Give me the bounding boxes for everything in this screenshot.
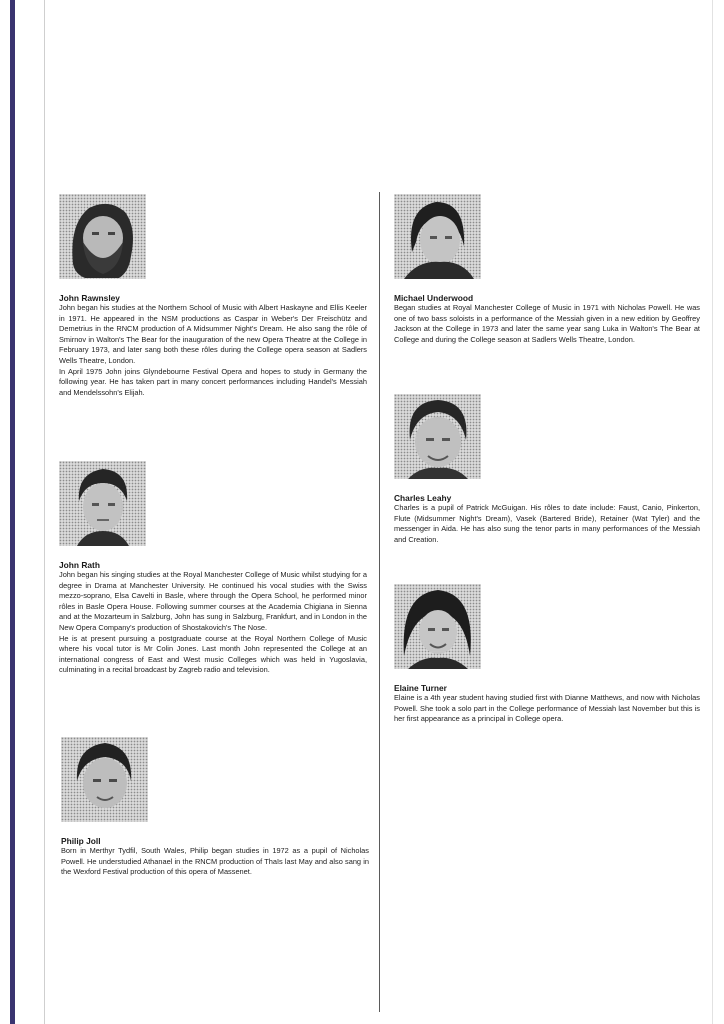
- page-edge: [712, 0, 713, 1024]
- bio-john-rath: [59, 461, 367, 676]
- bio-john-rawnsley: [59, 194, 367, 398]
- portrait-photo: [59, 461, 146, 546]
- performer-name: Michael Underwood: [394, 293, 474, 303]
- biography-text: Born in Merthyr Tydfil, South Wales, Philip began studies in 1972 as a pupil of Nicholas Powell. He understudied Athanael in the RNCM production of Thaïs last May and also sang in the Wexford Festival production of this opera of Massenet.: [61, 846, 369, 877]
- biography-text: Charles is a pupil of Patrick McGuigan. His rôles to date include: Faust, Canio, Pinkerton, Flute (Midsummer Night's Dream), Vasek (Bartered Bride), Retainer (Wat Tyler) and the messenger in Aida. He has also sung the tenor parts in many performances of the Messiah and Creation.: [394, 503, 700, 544]
- biography-text: Began studies at Royal Manchester College of Music in 1971 with Nicholas Powell. He was one of two bass soloists in a performance of the Messiah given in a new edition by Geoffrey Jackson at the College in 1973 and later the same year sang Luka in Walton's The Bear at College and during the College season at Sadlers Wells Theatre, London.: [394, 303, 700, 344]
- portrait-photo: [59, 194, 146, 279]
- portrait-photo: [394, 194, 481, 279]
- performer-name: John Rawnsley: [59, 293, 120, 303]
- performer-name: Charles Leahy: [394, 493, 452, 503]
- page-border: [44, 0, 45, 1024]
- bio-philip-joll: [61, 737, 369, 878]
- binding-edge: [10, 0, 15, 1024]
- biography-text: John began his singing studies at the Royal Manchester College of Music whilst studying for a degree in Drama at Manchester University. He continued his vocal studies with the Swiss mezzo-soprano, Elsa Cavelti in Basle, where through the Opera School, he performed minor rôles in Basle Opera House. Following summer courses at the Academia Chigiana in Sienna and at the Mozarteum in Salzburg, John has sung in Salzburg, Frankfurt, and in London in the New Opera Company's production of Shostakovich's The Nose. He is at present pursuing a postgraduate course at the Royal Northern College of Music where his vocal tutor is Mr Colin Jones. Last month John represented the College at an international congress of East and West music Colleges which was held in Yugoslavia, culminating in a recital broadcast by Zagreb radio and television.: [59, 570, 367, 675]
- performer-name: John Rath: [59, 560, 100, 570]
- portrait-photo: [61, 737, 148, 822]
- portrait-photo: [394, 394, 481, 479]
- column-divider: [379, 192, 380, 1012]
- biography-text: Elaine is a 4th year student having studied first with Dianne Matthews, and now with Nicholas Powell. She took a solo part in the College performance of Messiah last November but this is her first appearance as a principal in College opera.: [394, 693, 700, 724]
- bio-charles-leahy: [394, 394, 700, 545]
- performer-name: Elaine Turner: [394, 683, 447, 693]
- bio-elaine-turner: [394, 584, 700, 725]
- biography-text: John began his studies at the Northern School of Music with Albert Haskayne and Ellis Keeler in 1971. He appeared in the NSM productions as Caspar in Weber's Der Freischütz and Demetrius in the RNCM production of A Midsummer Night's Dream. He also sang the rôle of Smirnov in Walton's The Bear for the inauguration of the new Opera Theatre at the College in February 1973, and later sang both these rôles during the College opera season at Sadlers Wells Theatre, London. In April 1975 John joins Glyndebourne Festival Opera and hopes to study in Germany the following year. He has taken part in many concert performances including Handel's Messiah and Mendelssohn's Elijah.: [59, 303, 367, 397]
- bio-michael-underwood: [394, 194, 700, 345]
- portrait-photo: [394, 584, 481, 669]
- performer-name: Philip Joll: [61, 836, 101, 846]
